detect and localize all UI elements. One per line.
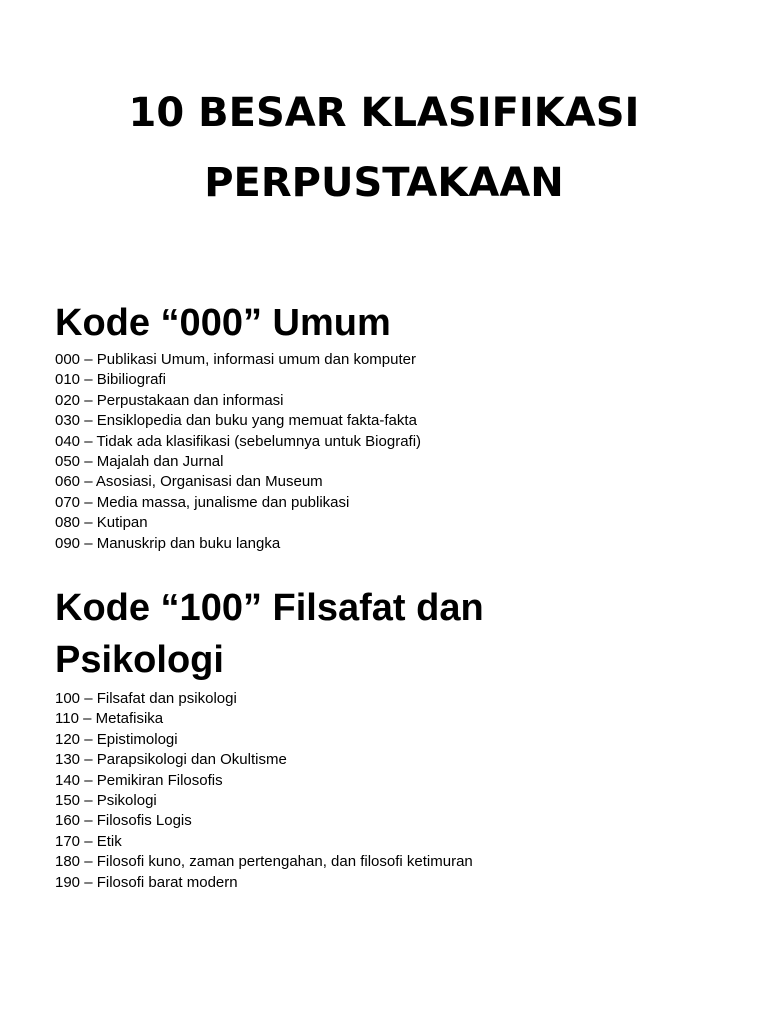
entry-label: Kutipan xyxy=(96,514,148,532)
entry-separator: – xyxy=(80,412,97,430)
entry-code: 080 xyxy=(55,514,81,532)
entry-separator: – xyxy=(80,771,97,789)
classification-entry xyxy=(55,832,735,852)
entry-code: 050 xyxy=(55,453,81,471)
entry-code: 100 xyxy=(55,690,81,707)
classification-entry xyxy=(55,852,735,872)
entry-label: Epistimologi xyxy=(96,730,178,748)
classification-entry xyxy=(55,534,735,554)
section-heading-100 xyxy=(55,582,735,686)
entry-label: Asosiasi, Organisasi dan Museum xyxy=(95,473,323,491)
entry-label: Filsafat dan psikologi xyxy=(96,690,237,707)
entry-label: Filosofi barat modern xyxy=(96,873,238,891)
classification-entry xyxy=(55,411,735,431)
entry-code: 000 xyxy=(55,351,81,368)
entry-label: Metafisika xyxy=(95,710,164,728)
entry-separator: – xyxy=(80,853,97,871)
classification-entry xyxy=(55,771,735,791)
classification-entry xyxy=(55,730,735,750)
entry-label: Majalah dan Jurnal xyxy=(96,453,224,471)
entry-separator: – xyxy=(80,751,97,769)
classification-entry xyxy=(55,452,735,472)
entry-code: 020 xyxy=(55,391,81,409)
entry-code: 150 xyxy=(55,792,81,810)
entry-label: Filosofis Logis xyxy=(96,812,192,830)
document-title xyxy=(0,78,768,218)
classification-entry xyxy=(55,432,735,452)
entry-label: Psikologi xyxy=(96,792,157,810)
entry-code: 110 xyxy=(55,710,79,728)
section-heading-line: Kode “000” Umum xyxy=(55,302,391,344)
classification-list-000 xyxy=(55,350,735,554)
entry-code: 030 xyxy=(55,412,81,430)
entry-label: Bibiliografi xyxy=(96,371,166,389)
entry-separator: – xyxy=(80,493,97,511)
entry-code: 190 xyxy=(55,873,81,891)
section-heading-line: Psikologi xyxy=(55,639,224,681)
entry-separator: – xyxy=(80,391,97,409)
document-title-line: 10 BESAR KLASIFIKASI xyxy=(128,90,640,136)
section-heading-000 xyxy=(55,297,735,349)
entry-label: Etik xyxy=(96,832,122,850)
entry-label: Manuskrip dan buku langka xyxy=(96,534,281,552)
entry-label: Perpustakaan dan informasi xyxy=(96,391,284,409)
entry-code: 160 xyxy=(55,812,81,830)
entry-separator: – xyxy=(80,812,97,830)
classification-entry xyxy=(55,750,735,770)
entry-code: 070 xyxy=(55,493,81,511)
entry-label: Parapsikologi dan Okultisme xyxy=(96,751,287,769)
entry-code: 170 xyxy=(55,832,81,850)
classification-entry xyxy=(55,513,735,533)
entry-code: 060 xyxy=(55,473,81,491)
entry-separator: – xyxy=(80,690,97,707)
entry-code: 010 xyxy=(55,371,81,389)
entry-label: Pemikiran Filosofis xyxy=(96,771,223,789)
entry-label: Media massa, junalisme dan publikasi xyxy=(96,493,350,511)
entry-code: 180 xyxy=(55,853,81,871)
classification-entry xyxy=(55,811,735,831)
entry-separator: – xyxy=(80,534,97,552)
entry-label: Publikasi Umum, informasi umum dan komputer xyxy=(96,351,416,368)
entry-separator: – xyxy=(80,873,97,891)
entry-separator: – xyxy=(80,473,96,491)
classification-entry xyxy=(55,391,735,411)
entry-code: 090 xyxy=(55,534,81,552)
entry-separator: – xyxy=(80,453,97,471)
entry-separator: – xyxy=(80,730,97,748)
section-heading-line: Kode “100” Filsafat dan xyxy=(55,587,484,629)
classification-entry xyxy=(55,350,735,370)
entry-separator: – xyxy=(80,514,97,532)
entry-separator: – xyxy=(80,371,97,389)
classification-entry xyxy=(55,689,735,709)
classification-entry xyxy=(55,873,735,893)
entry-code: 140 xyxy=(55,771,81,789)
entry-label: Ensiklopedia dan buku yang memuat fakta-fakta xyxy=(96,412,417,430)
classification-entry xyxy=(55,370,735,390)
classification-list-100 xyxy=(55,689,735,893)
entry-separator: – xyxy=(80,832,97,850)
classification-entry xyxy=(55,493,735,513)
entry-label: Filosofi kuno, zaman pertengahan, dan filosofi ketimuran xyxy=(96,853,473,871)
entry-code: 040 xyxy=(55,432,81,450)
entry-separator: – xyxy=(78,710,96,728)
document-title-line: PERPUSTAKAAN xyxy=(204,160,564,206)
entry-separator: – xyxy=(80,351,97,368)
entry-code: 120 xyxy=(55,730,81,748)
classification-entry xyxy=(55,709,735,729)
entry-code: 130 xyxy=(55,751,81,769)
entry-separator: – xyxy=(80,432,97,450)
entry-separator: – xyxy=(80,792,97,810)
classification-entry xyxy=(55,472,735,492)
classification-entry xyxy=(55,791,735,811)
entry-label: Tidak ada klasifikasi (sebelumnya untuk Biografi) xyxy=(96,432,422,450)
